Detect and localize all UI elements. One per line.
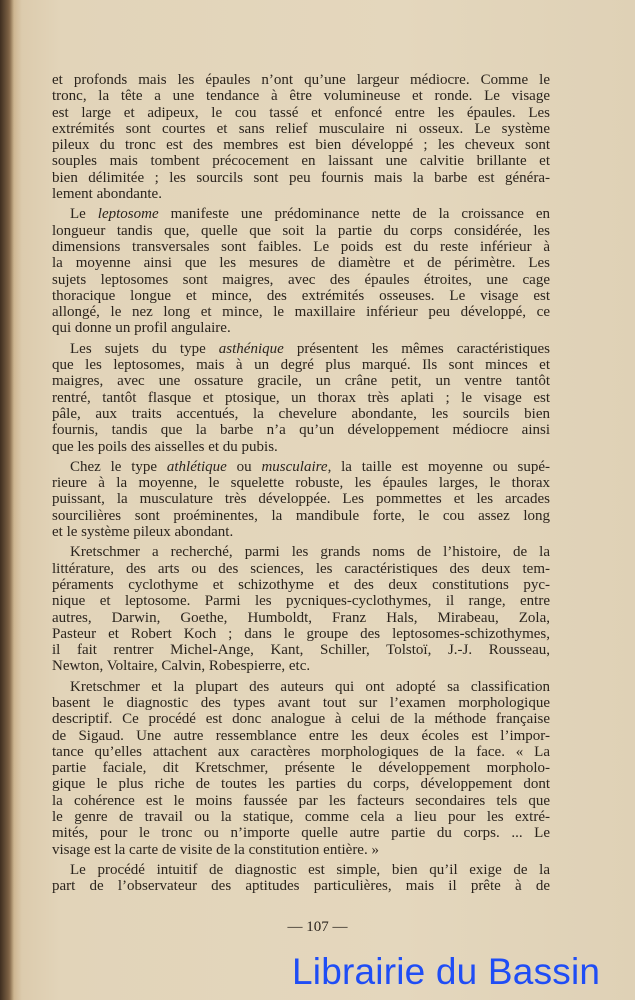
- text-line: Kretschmer et la plupart des auteurs qui ont adopté sa classification: [70, 678, 550, 695]
- page-body: [52, 72, 550, 895]
- italic-term: athlétique: [166, 458, 227, 475]
- paragraph: [52, 544, 550, 674]
- text-line: la cohérence est le moins faussée par les facteurs secondaires tels que: [52, 792, 550, 809]
- text-line: et profonds mais les épaules n’ont qu’une largeur médiocre. Comme le: [52, 72, 550, 88]
- text-segment: présentent les mêmes caractéristiques: [283, 340, 551, 357]
- text-line: puissant, la musculature très développée. Les pommettes et les arcades: [52, 491, 550, 508]
- text-line: littérature, des arts ou des sciences, les caractéristiques des deux tem-: [52, 560, 550, 577]
- text-line: dimensions transversales sont faibles. Le poids est du reste inférieur à: [52, 238, 550, 255]
- text-line: péraments cyclothyme et schizothyme et des deux constitutions pyc-: [52, 576, 550, 593]
- text-line: le genre de travail ou la statique, comme cela a lieu pour les extré-: [52, 809, 550, 826]
- watermark-logo: Librairie du Bassin: [292, 951, 601, 992]
- text-line: [52, 459, 550, 475]
- text-line: rentré, tantôt flasque et ptosique, un thorax très aplati ; le visage est: [52, 389, 550, 406]
- paragraph: [52, 862, 550, 895]
- paragraph: [52, 679, 550, 858]
- text-line: maigres, avec une ossature gracile, un crâne petit, un ventre tantôt: [52, 373, 550, 390]
- text-line: part de l’observateur des aptitudes particulières, mais il prête à de: [52, 878, 550, 895]
- text-line: sourcilières sont proéminentes, la mandibule forte, le cou assez long: [52, 507, 550, 524]
- text-segment: Les sujets du type: [70, 340, 219, 357]
- text-line: tance qu’elles attachent aux caractères morphologiques de la face. « La: [52, 743, 550, 760]
- text-line: que les leptosomes, mais à un degré plus marqué. Ils sont minces et: [52, 357, 550, 374]
- text-line: partie faciale, dit Kretschmer, présente le développement morpholo-: [52, 760, 550, 777]
- page-number: — 107 —: [287, 919, 348, 935]
- text-line: bien délimitée ; les sourcils sont peu fournis mais la barbe est généra-: [52, 169, 550, 186]
- text-line: extrémités sont courtes et sans relief musculaire ni osseux. Le système: [52, 120, 550, 137]
- text-line: lement abondante.: [52, 186, 162, 203]
- text-line: gique le plus riche de toutes les parties du corps, développement dont: [52, 776, 550, 793]
- text-line: basent le diagnostic des types avant tout sur l’examen morphologique: [52, 694, 550, 711]
- text-line: autres, Darwin, Goethe, Humboldt, Franz Hals, Mirabeau, Zola,: [52, 609, 550, 626]
- text-line: [52, 206, 550, 222]
- text-line: descriptif. Ce procédé est donc analogue à celui de la méthode française: [52, 711, 550, 728]
- text-line: sujets leptosomes sont maigres, avec des épaules étroites, une cage: [52, 271, 550, 288]
- paragraph: [52, 341, 550, 455]
- paragraph: [52, 72, 550, 202]
- text-line: [52, 341, 550, 357]
- text-line: thoracique longue et mince, des extrémités osseuses. Le visage est: [52, 287, 550, 304]
- text-line: il fait rentrer Michel-Ange, Kant, Schiller, Tolstoï, J.-J. Rousseau,: [52, 642, 550, 659]
- text-segment: , la taille est moyenne ou supé-: [327, 458, 551, 475]
- paragraph: [52, 206, 550, 336]
- italic-term: asthénique: [218, 340, 284, 357]
- italic-term: musculaire: [261, 458, 328, 475]
- text-line: Pasteur et Robert Koch ; dans le groupe des leptosomes-schizothymes,: [52, 625, 550, 642]
- text-line: nique et leptosome. Parmi les pycniques-cyclothymes, il range, entre: [52, 593, 550, 610]
- text-line: fournis, tandis que la barbe n’a qu’un développement médiocre ainsi: [52, 422, 550, 439]
- text-segment: ou: [226, 458, 262, 475]
- book-gutter: [0, 0, 14, 1000]
- text-line: de Sigaud. Une autre ressemblance entre les deux écoles est l’impor-: [52, 727, 550, 744]
- text-line: mités, pour le tronc ou n’importe quelle autre partie du corps. ... Le: [52, 825, 550, 842]
- text-line: que les poils des aisselles et du pubis.: [52, 438, 278, 455]
- text-line: tronc, la tête a une tendance à être volumineuse et ronde. Le visage: [52, 88, 550, 105]
- italic-term: leptosome: [97, 206, 159, 223]
- paragraph: [52, 459, 550, 540]
- text-line: rieure à la moyenne, le squelette robuste, les épaules larges, le thorax: [52, 475, 550, 492]
- text-line: visage est la carte de visite de la constitution entière. »: [52, 841, 379, 858]
- text-line: Kretschmer a recherché, parmi les grands noms de l’histoire, de la: [70, 544, 550, 561]
- text-line: Le procédé intuitif de diagnostic est simple, bien qu’il exige de la: [70, 861, 550, 878]
- text-line: qui donne un profil angulaire.: [52, 320, 231, 337]
- text-line: est large et adipeux, le cou tassé et enfoncé entre les épaules. Les: [52, 104, 550, 121]
- text-line: la moyenne ainsi que les mesures de diamètre et de périmètre. Les: [52, 255, 550, 272]
- text-line: Newton, Voltaire, Calvin, Robespierre, etc.: [52, 658, 311, 675]
- text-line: pâle, aux traits accentués, la chevelure abondante, les sourcils bien: [52, 405, 550, 422]
- text-line: pileux du tronc est des membres est bien développé ; les cheveux sont: [52, 137, 550, 154]
- text-line: souples mais tombent précocement en laissant une calvitie brillante et: [52, 153, 550, 170]
- text-segment: manifeste une prédominance nette de la croissance en: [158, 206, 551, 223]
- text-segment: Le: [70, 206, 98, 223]
- text-line: et le système pileux abondant.: [52, 524, 234, 541]
- text-line: longueur tandis que, quelle que soit la partie du corps considérée, les: [52, 222, 550, 239]
- text-line: allongé, le nez long et mince, le maxillaire inférieur peu développé, ce: [52, 304, 550, 321]
- text-segment: Chez le type: [70, 458, 167, 475]
